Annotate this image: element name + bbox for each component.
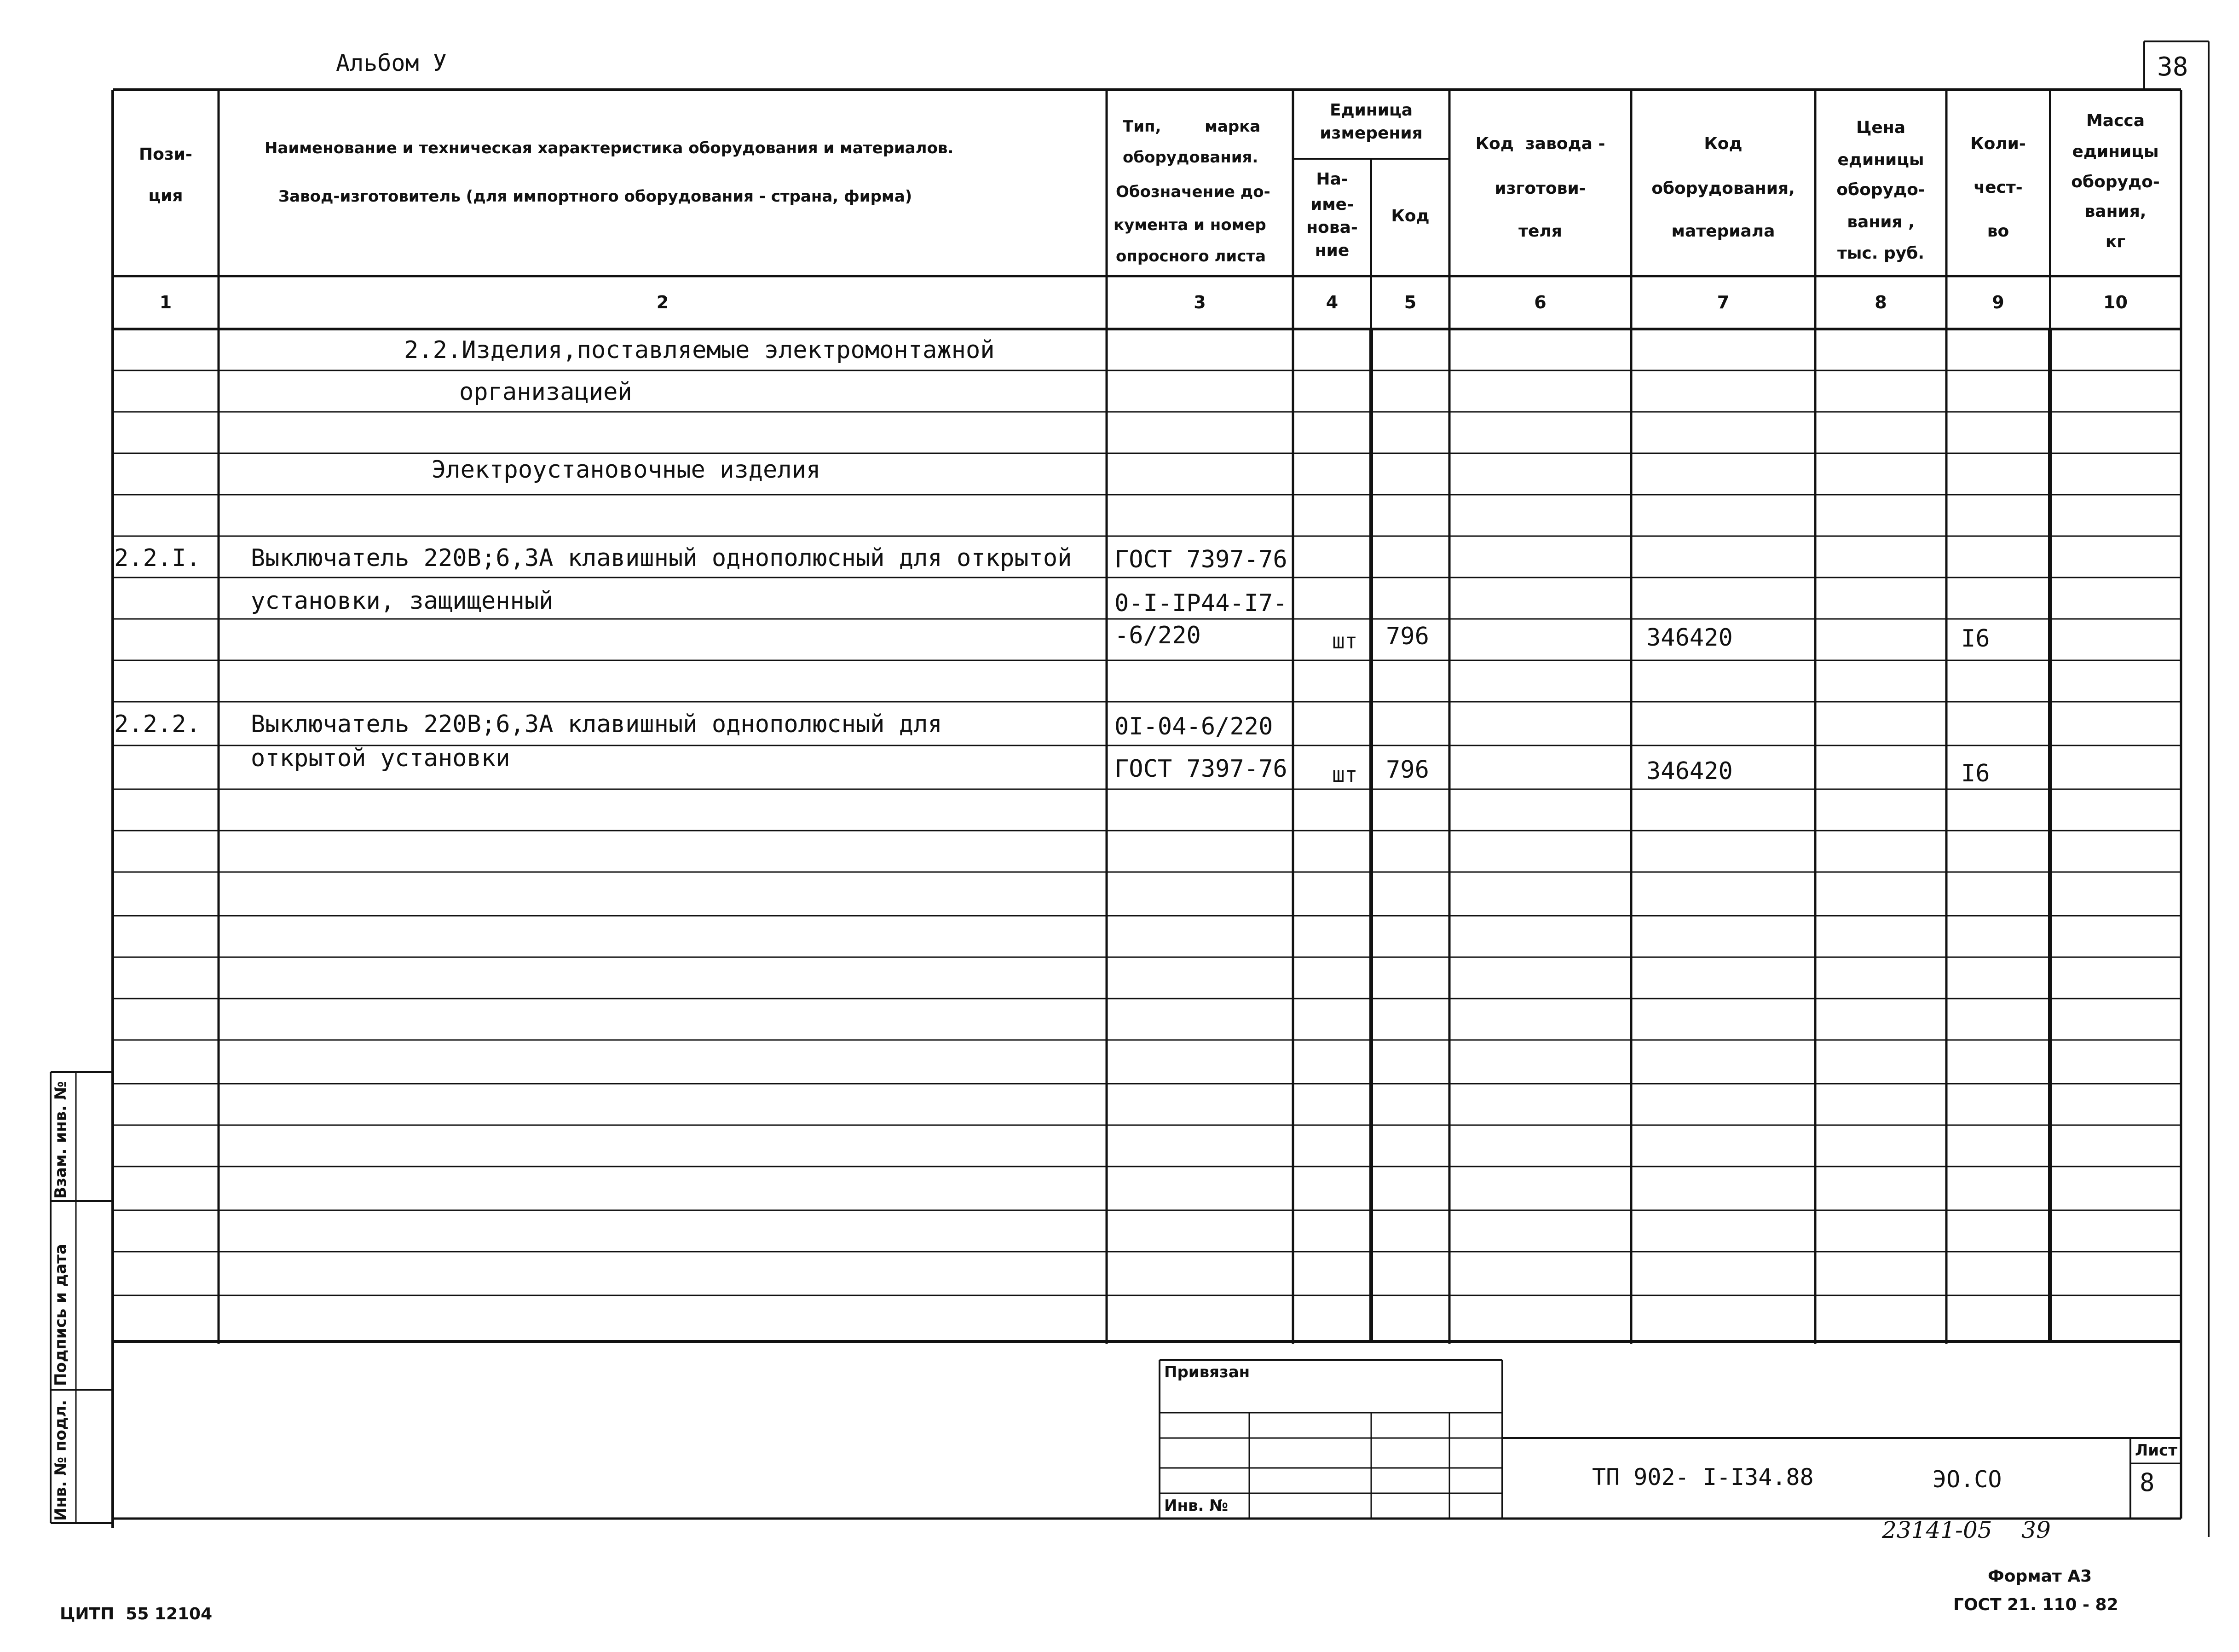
item2-unit-code: 796 bbox=[1386, 756, 1429, 784]
header-mass-line5: кг bbox=[2105, 232, 2126, 251]
header-factory-line1: Код завода - bbox=[1475, 134, 1605, 153]
item1-name-line2: установки, защищенный bbox=[251, 587, 554, 615]
stamp-sheet-label: Лист bbox=[2135, 1441, 2177, 1460]
header-qty-line2: чест- bbox=[1974, 178, 2023, 197]
column-number-5: 5 bbox=[1404, 292, 1417, 312]
side-label-signature-date: Подпись и дата bbox=[52, 1244, 70, 1386]
header-unit-name-line1: На- bbox=[1316, 170, 1348, 189]
column-number-8: 8 bbox=[1875, 292, 1887, 312]
gost-label: ГОСТ 21. 110 - 82 bbox=[1953, 1595, 2118, 1614]
item2-equipment-code: 346420 bbox=[1646, 757, 1733, 785]
header-equip-code-line2: оборудования, bbox=[1651, 179, 1795, 198]
item2-unit: шт bbox=[1332, 762, 1358, 787]
item1-unit-code: 796 bbox=[1386, 623, 1429, 650]
column-number-4: 4 bbox=[1326, 292, 1339, 312]
stamp-project-code: ТП 902- I-I34.88 bbox=[1592, 1464, 1814, 1490]
header-type-line3: Обозначение до- bbox=[1116, 183, 1270, 201]
column-number-7: 7 bbox=[1717, 292, 1730, 312]
stamp-privyazan: Привязан bbox=[1164, 1363, 1250, 1381]
header-type-line4: кумента и номер bbox=[1114, 216, 1266, 234]
column-number-1: 1 bbox=[159, 292, 172, 312]
format-label: Формат А3 bbox=[1988, 1567, 2092, 1586]
item1-equipment-code: 346420 bbox=[1646, 624, 1733, 652]
header-type-line5: опросного листа bbox=[1116, 247, 1266, 266]
side-label-original-inv: Инв. № подл. bbox=[52, 1399, 70, 1521]
header-name-line1: Наименование и техническая характеристика оборудования и материалов. bbox=[265, 139, 954, 157]
header-price-line3: оборудо- bbox=[1836, 180, 1925, 199]
header-mass-line2: единицы bbox=[2072, 142, 2159, 161]
section-title-line1: 2.2.Изделия,поставляемые электромонтажной bbox=[404, 336, 995, 364]
header-type-line2: оборудования. bbox=[1123, 148, 1258, 167]
item2-quantity: I6 bbox=[1961, 760, 1990, 787]
header-unit-name-line2: име- bbox=[1310, 195, 1354, 214]
header-factory-line2: изготови- bbox=[1495, 179, 1586, 198]
side-label-replacement-inv: Взам. инв. № bbox=[52, 1081, 70, 1199]
header-mass-line1: Масса bbox=[2086, 111, 2145, 130]
item1-type-line3: -6/220 bbox=[1114, 622, 1201, 649]
header-price-line5: тыс. руб. bbox=[1837, 244, 1925, 263]
item1-name-line1: Выключатель 220В;6,3А клавишный однополюсный для открытой bbox=[251, 544, 1072, 572]
header-type-line1: Тип, марка bbox=[1123, 117, 1261, 136]
item1-type-line1: ГОСТ 7397-76 bbox=[1114, 546, 1287, 573]
item2-type-line1: 0I-04-6/220 bbox=[1114, 713, 1273, 740]
header-equip-code-line3: материала bbox=[1671, 222, 1775, 241]
item1-type-line2: 0-I-IP44-I7- bbox=[1114, 589, 1287, 617]
printer-label: ЦИТП 55 12104 bbox=[60, 1605, 213, 1623]
header-mass-line4: вания, bbox=[2084, 202, 2147, 221]
stamp-inv-no: Инв. № bbox=[1164, 1496, 1229, 1515]
header-unit-line2: измерения bbox=[1320, 124, 1423, 143]
column-number-3: 3 bbox=[1194, 292, 1206, 312]
header-qty-line1: Коли- bbox=[1970, 134, 2026, 153]
item2-type-line2: ГОСТ 7397-76 bbox=[1114, 755, 1287, 783]
header-price-line1: Цена bbox=[1856, 118, 1905, 137]
album-label: Альбом У bbox=[336, 50, 447, 76]
header-qty-line3: во bbox=[1987, 222, 2009, 241]
header-price-line2: единицы bbox=[1837, 150, 1924, 169]
header-unit-line1: Единица bbox=[1330, 101, 1413, 120]
header-mass-line3: оборудо- bbox=[2071, 173, 2160, 191]
corner-page-number: 38 bbox=[2157, 52, 2188, 82]
header-factory-line3: теля bbox=[1518, 222, 1562, 241]
column-number-2: 2 bbox=[656, 292, 669, 312]
stamp-sheet-number: 8 bbox=[2140, 1468, 2155, 1497]
section-title-line2: организацией bbox=[459, 378, 632, 406]
handwritten-reference: 23141-05 39 bbox=[1882, 1517, 2051, 1543]
section-subtitle: Электроустановочные изделия bbox=[432, 456, 821, 484]
column-number-9: 9 bbox=[1992, 292, 2004, 312]
header-position-line2: ция bbox=[148, 186, 183, 205]
column-number-10: 10 bbox=[2103, 292, 2128, 312]
header-unit-name-line3: нова- bbox=[1306, 218, 1358, 237]
header-unit-name-line4: ние bbox=[1315, 241, 1350, 260]
item1-quantity: I6 bbox=[1961, 625, 1990, 653]
header-unit-code: Код bbox=[1391, 207, 1430, 225]
column-number-6: 6 bbox=[1534, 292, 1547, 312]
item2-name-line1: Выключатель 220В;6,3А клавишный однополюсный для bbox=[251, 710, 942, 738]
item2-position: 2.2.2. bbox=[114, 710, 201, 738]
header-equip-code-line1: Код bbox=[1704, 134, 1743, 153]
header-price-line4: вания , bbox=[1847, 213, 1915, 231]
header-position-line1: Пози- bbox=[139, 145, 192, 164]
item2-name-line2: открытой установки bbox=[251, 745, 510, 772]
header-name-line2: Завод-изготовитель (для импортного оборудования - страна, фирма) bbox=[278, 187, 912, 206]
stamp-document-code: ЭО.СО bbox=[1933, 1466, 2002, 1493]
item1-unit: шт bbox=[1332, 629, 1358, 653]
item1-position: 2.2.I. bbox=[114, 544, 201, 572]
